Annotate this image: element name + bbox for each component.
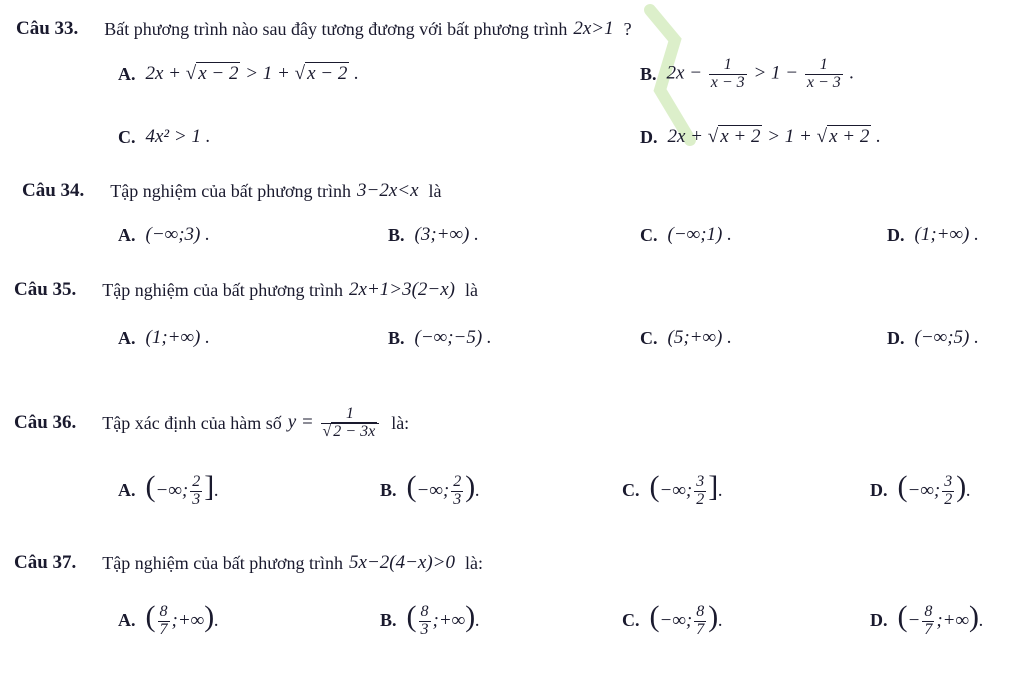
question-33 bbox=[0, 14, 1024, 44]
option-expr bbox=[649, 599, 723, 639]
option-label: D. bbox=[870, 479, 888, 500]
question-text: Tập nghiệm của bất phương trình bbox=[102, 279, 344, 300]
denominator: 3 bbox=[192, 490, 201, 508]
sqrt-body: x + 2 bbox=[720, 126, 761, 147]
close-bracket: ) bbox=[204, 599, 215, 633]
option-label: C. bbox=[622, 479, 640, 500]
numerator: 3 bbox=[944, 472, 953, 490]
open-bracket: ( bbox=[649, 599, 660, 633]
close-bracket: ) bbox=[956, 469, 967, 503]
fraction bbox=[321, 406, 380, 441]
option-expr: (−∞;1) . bbox=[667, 224, 732, 245]
expr-part: > 1 + bbox=[762, 126, 817, 147]
expr-end: . bbox=[475, 479, 480, 501]
option-label: C. bbox=[118, 126, 136, 147]
options-33-row2 bbox=[0, 117, 1024, 157]
fraction bbox=[922, 604, 934, 639]
option-label: A. bbox=[118, 63, 136, 84]
numerator: 2 bbox=[192, 472, 201, 490]
sqrt-body: x + 2 bbox=[829, 126, 870, 147]
question-text: Tập nghiệm của bất phương trình bbox=[110, 180, 352, 201]
option-expr bbox=[667, 57, 855, 92]
option-expr: (1;+∞) . bbox=[145, 327, 210, 348]
option-36-b[interactable] bbox=[380, 470, 480, 510]
numerator: 8 bbox=[420, 602, 429, 620]
sqrt-sign: √ bbox=[707, 126, 719, 147]
fraction bbox=[942, 474, 954, 509]
option-33-d[interactable] bbox=[640, 117, 881, 157]
numerator: 1 bbox=[345, 404, 354, 422]
fraction bbox=[805, 57, 843, 92]
fraction bbox=[158, 604, 170, 639]
option-label: C. bbox=[640, 327, 658, 348]
expr-part: −∞; bbox=[907, 479, 941, 501]
expr-part: ;+∞ bbox=[171, 609, 205, 631]
question-number: Câu 35. bbox=[14, 279, 77, 300]
denominator: 7 bbox=[924, 620, 933, 638]
denominator: 3 bbox=[453, 490, 462, 508]
option-label: B. bbox=[388, 224, 405, 245]
denominator: 7 bbox=[696, 620, 705, 638]
sqrt-body: 2 − 3x bbox=[333, 422, 376, 440]
question-math bbox=[288, 406, 381, 441]
option-label: B. bbox=[640, 63, 657, 84]
numerator: 1 bbox=[723, 55, 732, 73]
expr-part: 2x + bbox=[667, 126, 708, 147]
option-expr: 4x² > 1 . bbox=[145, 126, 211, 147]
denominator: 2 bbox=[944, 490, 953, 508]
fraction bbox=[709, 57, 747, 92]
option-expr: (3;+∞) . bbox=[414, 224, 479, 245]
sqrt-body: x − 2 bbox=[307, 63, 348, 84]
question-37 bbox=[0, 548, 1024, 578]
expr-end: . bbox=[475, 609, 480, 631]
fraction bbox=[190, 474, 202, 509]
option-label: A. bbox=[118, 609, 136, 630]
option-label: B. bbox=[380, 609, 397, 630]
option-35-d[interactable] bbox=[887, 318, 979, 358]
options-34 bbox=[0, 215, 1024, 255]
fraction bbox=[451, 474, 463, 509]
expr-end: . bbox=[214, 609, 219, 631]
option-37-c[interactable] bbox=[622, 600, 723, 640]
option-label: B. bbox=[388, 327, 405, 348]
options-36 bbox=[0, 470, 1024, 510]
close-bracket: ) bbox=[465, 599, 476, 633]
fraction bbox=[694, 604, 706, 639]
question-number: Câu 34. bbox=[22, 180, 85, 201]
open-bracket: ( bbox=[649, 469, 660, 503]
expr-part: ;+∞ bbox=[936, 609, 970, 631]
option-expr bbox=[897, 599, 984, 639]
option-expr bbox=[897, 469, 971, 509]
expr-end: . bbox=[718, 479, 723, 501]
question-number: Câu 37. bbox=[14, 552, 77, 573]
option-34-b[interactable] bbox=[388, 215, 479, 255]
expr-end: . bbox=[349, 63, 359, 84]
numerator: 1 bbox=[819, 55, 828, 73]
denominator: 2 bbox=[696, 490, 705, 508]
open-bracket: ( bbox=[406, 469, 417, 503]
option-34-d[interactable] bbox=[887, 215, 979, 255]
open-bracket: ( bbox=[145, 469, 156, 503]
math-y: y = bbox=[287, 411, 314, 433]
option-label: A. bbox=[118, 224, 136, 245]
denominator: 7 bbox=[159, 620, 168, 638]
question-36 bbox=[0, 404, 1024, 440]
numerator: 8 bbox=[924, 602, 933, 620]
open-bracket: ( bbox=[406, 599, 417, 633]
close-bracket: ) bbox=[969, 599, 980, 633]
expr-part: ;+∞ bbox=[432, 609, 466, 631]
options-37 bbox=[0, 600, 1024, 640]
expr-part: −∞; bbox=[659, 479, 693, 501]
option-37-b[interactable] bbox=[380, 600, 480, 640]
option-label: B. bbox=[380, 479, 397, 500]
denominator: 3 bbox=[420, 620, 429, 638]
option-34-c[interactable] bbox=[640, 215, 732, 255]
option-label: C. bbox=[640, 224, 658, 245]
sqrt-sign: √ bbox=[185, 63, 197, 84]
options-33-row1 bbox=[0, 54, 1024, 94]
option-35-b[interactable] bbox=[388, 318, 492, 358]
option-37-d[interactable] bbox=[870, 600, 984, 640]
denominator: x − 3 bbox=[710, 73, 745, 91]
question-math: 3−2x<x bbox=[357, 180, 419, 201]
expr-part: − bbox=[907, 609, 921, 631]
expr-part: −∞; bbox=[155, 479, 189, 501]
close-bracket: ) bbox=[465, 469, 476, 503]
option-36-d[interactable] bbox=[870, 470, 971, 510]
question-text: Tập xác định của hàm số bbox=[102, 412, 282, 433]
open-bracket: ( bbox=[897, 599, 908, 633]
question-tail: là bbox=[465, 279, 478, 300]
expr-end: . bbox=[979, 609, 984, 631]
option-label: C. bbox=[622, 609, 640, 630]
option-33-a[interactable] bbox=[118, 54, 359, 94]
denominator: x − 3 bbox=[806, 73, 841, 91]
numerator: 2 bbox=[453, 472, 462, 490]
option-33-c[interactable] bbox=[118, 117, 210, 157]
sqrt-body: x − 2 bbox=[198, 63, 239, 84]
expr-part: > 1 − bbox=[748, 62, 803, 84]
sqrt-sign: √ bbox=[322, 422, 332, 440]
question-text: Tập nghiệm của bất phương trình bbox=[102, 552, 344, 573]
numerator: 8 bbox=[696, 602, 705, 620]
open-bracket: ( bbox=[145, 599, 156, 633]
expr-end: . bbox=[871, 126, 881, 147]
numerator: 8 bbox=[159, 602, 168, 620]
options-35 bbox=[0, 318, 1024, 358]
expr-part: > 1 + bbox=[240, 63, 295, 84]
option-expr bbox=[406, 599, 480, 639]
question-math: 2x+1>3(2−x) bbox=[349, 279, 455, 300]
option-36-c[interactable] bbox=[622, 470, 723, 510]
close-bracket: ] bbox=[708, 469, 719, 503]
option-label: D. bbox=[887, 327, 905, 348]
option-35-a[interactable] bbox=[118, 318, 210, 358]
question-35 bbox=[0, 275, 1024, 305]
option-36-a[interactable] bbox=[118, 470, 219, 510]
expr-part: −∞; bbox=[416, 479, 450, 501]
option-expr bbox=[145, 469, 219, 509]
expr-end: . bbox=[214, 479, 219, 501]
option-label: A. bbox=[118, 479, 136, 500]
fraction bbox=[694, 474, 706, 509]
close-bracket: ) bbox=[708, 599, 719, 633]
option-35-c[interactable] bbox=[640, 318, 732, 358]
open-bracket: ( bbox=[897, 469, 908, 503]
option-expr: (−∞;3) . bbox=[145, 224, 210, 245]
expr-end: . bbox=[718, 609, 723, 631]
option-expr: (5;+∞) . bbox=[667, 327, 732, 348]
option-expr: (−∞;−5) . bbox=[414, 327, 492, 348]
denominator bbox=[321, 423, 380, 441]
question-34 bbox=[0, 176, 1024, 206]
question-tail: là: bbox=[465, 552, 483, 573]
option-expr: (−∞;5) . bbox=[914, 327, 979, 348]
fraction bbox=[419, 604, 431, 639]
option-expr bbox=[406, 469, 480, 509]
expr-part: 2x − bbox=[666, 62, 707, 84]
option-expr bbox=[649, 469, 723, 509]
close-bracket: ] bbox=[204, 469, 215, 503]
question-tail: là bbox=[428, 180, 442, 201]
expr-part: −∞; bbox=[659, 609, 693, 631]
option-label: D. bbox=[870, 609, 888, 630]
expr-part: 2x + bbox=[145, 63, 186, 84]
question-tail: ? bbox=[623, 18, 632, 39]
option-label: D. bbox=[640, 126, 658, 147]
question-number: Câu 36. bbox=[14, 412, 77, 433]
option-expr bbox=[668, 126, 881, 148]
option-34-a[interactable] bbox=[118, 215, 210, 255]
numerator: 3 bbox=[696, 472, 705, 490]
option-label: D. bbox=[887, 224, 905, 245]
question-math: 5x−2(4−x)>0 bbox=[349, 552, 455, 573]
option-expr bbox=[145, 599, 219, 639]
expr-end: . bbox=[966, 479, 971, 501]
question-text: Bất phương trình nào sau đây tương đương với bất phương trình bbox=[104, 18, 568, 39]
expr-end: . bbox=[844, 62, 855, 84]
option-expr bbox=[146, 63, 359, 85]
option-label: A. bbox=[118, 327, 136, 348]
option-expr: (1;+∞) . bbox=[914, 224, 979, 245]
question-tail: là: bbox=[391, 412, 410, 433]
question-number: Câu 33. bbox=[16, 18, 79, 39]
question-math: 2x>1 bbox=[573, 18, 614, 39]
option-33-b[interactable] bbox=[640, 54, 854, 94]
sqrt-sign: √ bbox=[816, 126, 828, 147]
sqrt-sign: √ bbox=[294, 63, 306, 84]
option-37-a[interactable] bbox=[118, 600, 219, 640]
